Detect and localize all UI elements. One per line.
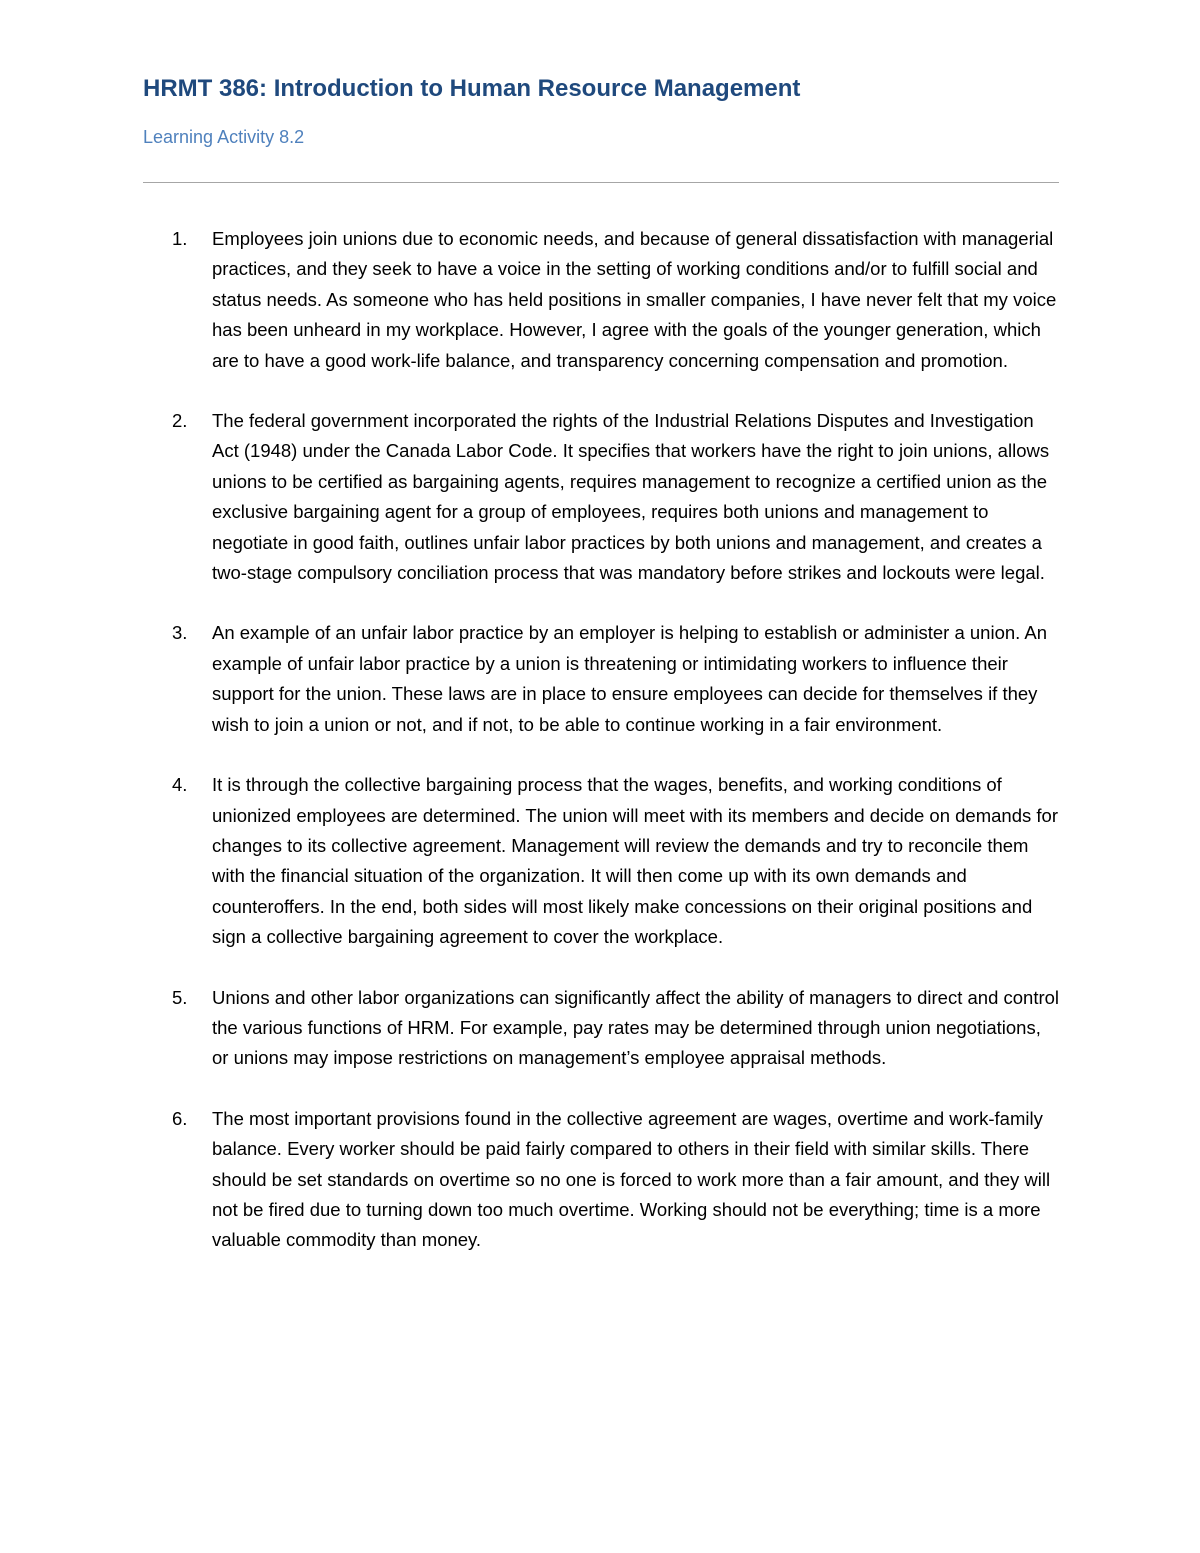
answer-item-3 — [172, 618, 1062, 740]
answer-number: 1. — [172, 228, 188, 249]
answer-number: 3. — [172, 622, 188, 644]
answer-item-1 — [172, 224, 1062, 376]
answer-item-5 — [172, 983, 1062, 1074]
answer-text: It is through the collective bargaining process that the wages, benefits, and working conditions of unionized employees are determined. The union will meet with its members and decide on demands for changes to its collective agreement. Management will review the demands and try to reconcile them with the financial situation of the organization. It will then come up with its own demands and counteroffers. In the end, both sides will most likely make concessions on their original positions and sign a collective bargaining agreement to cover the workplace. — [212, 774, 1058, 948]
document-title: HRMT 386: Introduction to Human Resource Management — [143, 75, 801, 102]
answer-item-4 — [172, 770, 1062, 952]
answer-item-2 — [172, 406, 1062, 588]
answer-text: Unions and other labor organizations can significantly affect the ability of managers to direct and control the various functions of HRM. For example, pay rates may be determined through union negotiations, or unions may impose restrictions on management’s employee appraisal methods. — [212, 986, 1060, 1069]
answer-number: 4. — [172, 774, 188, 796]
answer-text: An example of an unfair labor practice by an employer is helping to establish or administer a union. An example of unfair labor practice by a union is threatening or intimidating workers to influence their support for the union. These laws are in place to ensure employees can decide for themselves if they wish to join a union or not, and if not, to be able to continue working in a fair environment. — [212, 622, 1048, 735]
answer-number: 2. — [172, 410, 188, 432]
document-subtitle: Learning Activity 8.2 — [143, 127, 305, 147]
answer-number: 6. — [172, 1107, 188, 1129]
answer-text: The federal government incorporated the rights of the Industrial Relations Disputes and Investigation Act (1948) under the Canada Labor Code. It specifies that workers have the right to join unions, allows unions to be certified as bargaining agents, requires management to recognize a certified union as the exclusive bargaining agent for a group of employees, requires both unions and management to negotiate in good faith, outlines unfair labor practices by both unions and management, and creates a two-stage compulsory conciliation process that was mandatory before strikes and lockouts were legal. — [212, 410, 1050, 584]
answer-text: Employees join unions due to economic needs, and because of general dissatisfaction with managerial practices, and they seek to have a voice in the setting of working conditions and/or to fulfill social and status needs. As someone who has held positions in smaller companies, I have never felt that my voice has been unheard in my workplace. However, I agree with the goals of the younger generation, which are to have a good work-life balance, and transparency concerning compensation and promotion. — [212, 228, 1057, 371]
title-divider — [143, 182, 1059, 183]
answer-item-6 — [172, 1104, 1062, 1256]
answer-number: 5. — [172, 986, 188, 1008]
answer-text: The most important provisions found in the collective agreement are wages, overtime and work-family balance. Every worker should be paid fairly compared to others in their field with similar skills. There should be set standards on overtime so no one is forced to work more than a fair amount, and they will not be fired due to turning down too much overtime. Working should not be everything; time is a more valuable commodity than money. — [212, 1107, 1051, 1251]
answer-list — [172, 224, 1062, 1286]
